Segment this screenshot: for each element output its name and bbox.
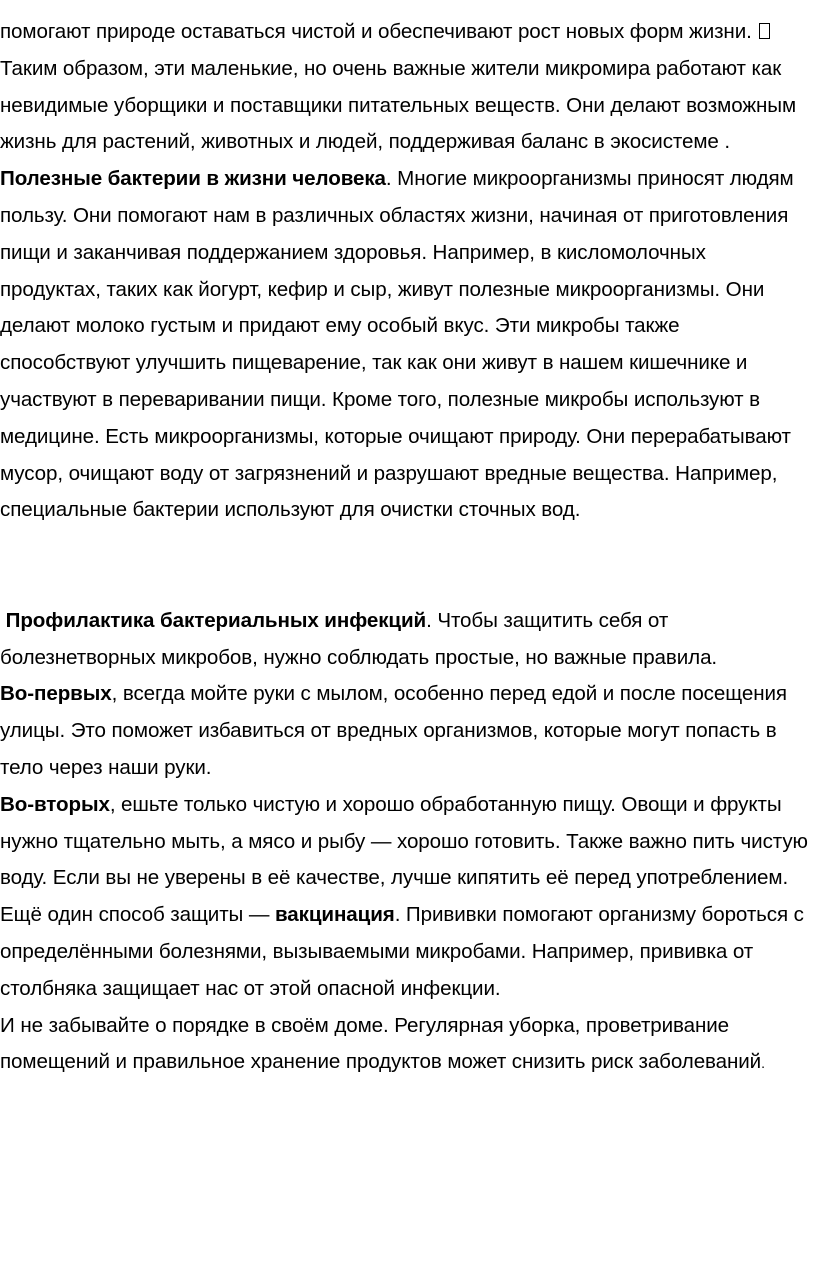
paragraph-second-rule bbox=[0, 787, 812, 897]
paragraph-spacer bbox=[0, 529, 812, 603]
second-rule-text: , ешьте только чистую и хорошо обработанную пищу. Овощи и фрукты нужно тщательно мыть, а мясо и рыбу — хорошо готовить. Также важно пить чистую воду. Если вы не уверены в её качестве, лучше кипятить её перед употреблением. bbox=[0, 792, 808, 890]
home-hygiene-end: . bbox=[761, 1055, 765, 1072]
paragraph-useful-bacteria-text: . Многие микроорганизмы приносят людям пользу. Они помогают нам в различных областях жизни, начиная от приготовления пищи и заканчивая поддержанием здоровья. Например, в кисломолочных продуктах, таких как йогурт, кефир и сыр, живут полезные микроорганизмы. Они делают молоко густым и придают ему особый вкус. Эти микробы также способствуют улучшить пищеварение, так как они живут в нашем кишечнике и участвуют в переваривании пищи. Кроме того, полезные микробы используют в медицине. Есть микроорганизмы, которые очищают природу. Они перерабатывают мусор, очищают воду от загрязнений и разрушают вредные вещества. Например, специальные бактерии используют для очистки сточных вод. bbox=[0, 167, 794, 522]
paragraph-ecosystem-text-a: помогают природе оставаться чистой и обеспечивают рост новых форм жизни. bbox=[0, 20, 758, 43]
paragraph-first-rule bbox=[0, 676, 812, 786]
vaccination-term: вакцинация bbox=[274, 903, 395, 927]
first-rule-lead: Во-первых bbox=[0, 682, 112, 706]
vaccination-text-a: Ещё один способ защиты — bbox=[0, 903, 275, 927]
second-rule-lead: Во-вторых bbox=[0, 792, 110, 816]
missing-glyph-icon bbox=[759, 23, 770, 39]
paragraph-home-hygiene bbox=[0, 1008, 812, 1083]
paragraph-ecosystem-text-b: Таким образом, эти маленькие, но очень важные жители микромира работают как невидимые уборщики и поставщики питательных веществ. Они делают возможным жизнь для растений, животных и людей, поддерживая баланс в экосистеме . bbox=[0, 56, 797, 154]
vaccination-text-b: . Прививки помогают организму бороться с определёнными болезнями, вызываемыми микробами. Например, прививка от столбняка защищает нас от этой опасной инфекции. bbox=[0, 903, 804, 1000]
paragraph-vaccination bbox=[0, 897, 812, 1007]
document-page bbox=[0, 14, 812, 1082]
heading-prevention: Профилактика бактериальных инфекций bbox=[5, 608, 427, 632]
paragraph-useful-bacteria bbox=[0, 161, 812, 529]
paragraph-ecosystem bbox=[0, 14, 812, 161]
paragraph-prevention-text: . Чтобы защитить себя от болезнетворных микробов, нужно соблюдать простые, но важные правила. bbox=[0, 608, 718, 669]
first-rule-text: , всегда мойте руки с мылом, особенно перед едой и после посещения улицы. Это поможет избавиться от вредных организмов, которые могут попасть в тело через наши руки. bbox=[0, 682, 787, 779]
paragraph-prevention bbox=[0, 603, 812, 677]
home-hygiene-text: И не забывайте о порядке в своём доме. Регулярная уборка, проветривание помещений и правильное хранение продуктов может снизить риск заболеваний bbox=[0, 1013, 762, 1074]
heading-useful-bacteria: Полезные бактерии в жизни человека bbox=[0, 167, 386, 191]
